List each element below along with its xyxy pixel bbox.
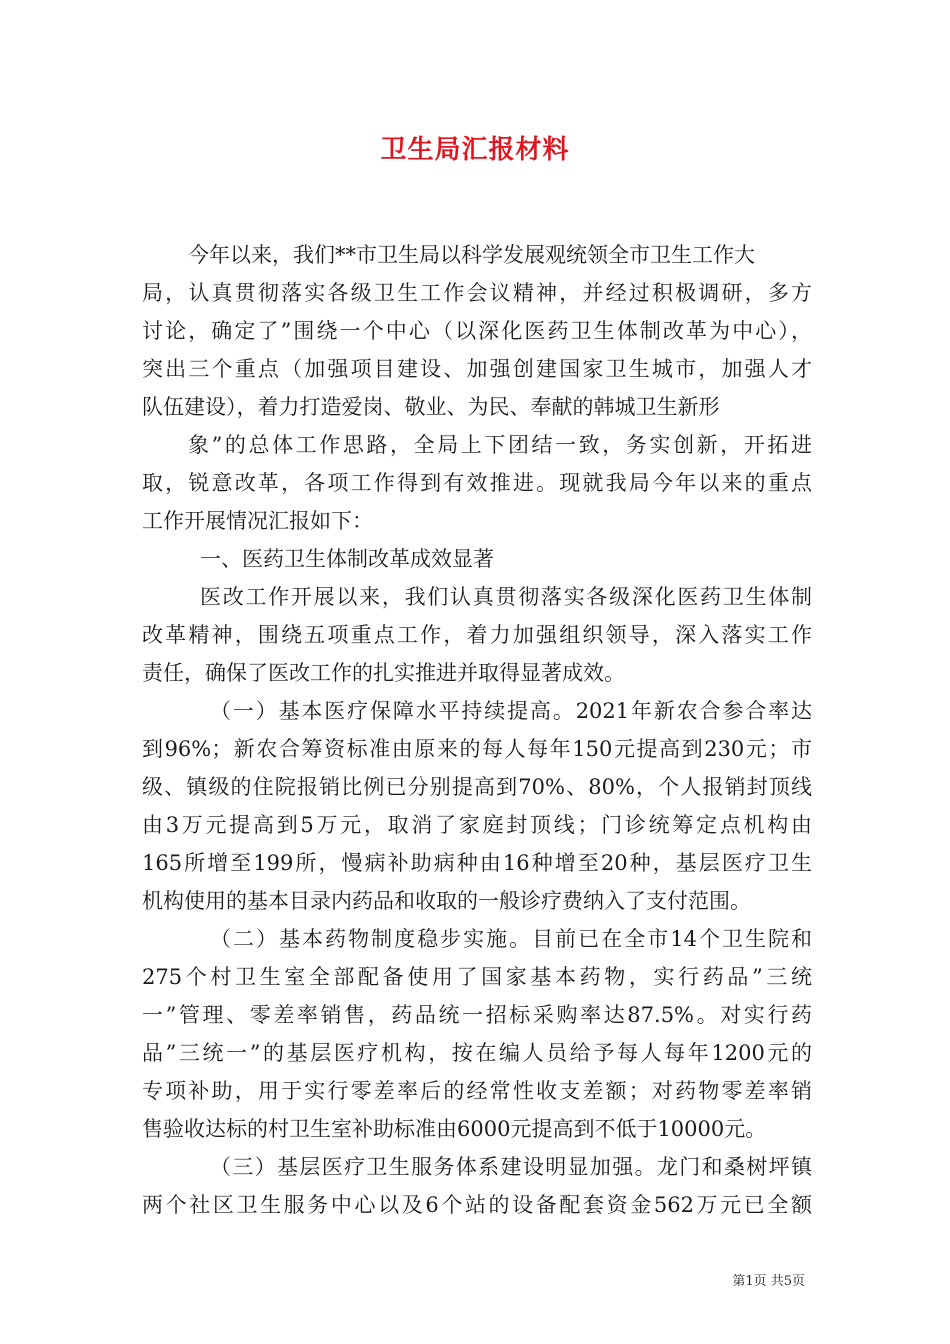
body-line: 今年以来，我们**市卫生局以科学发展观统领全市卫生工作大 (188, 243, 755, 267)
document-title: 卫生局汇报材料 (380, 135, 570, 165)
body-line: 售验收达标的村卫生室补助标准由6000元提高到不低于10000元。 (142, 1117, 767, 1141)
body-line: 讨论，确定了”围绕一个中心（以深化医药卫生体制改革为中心）， (142, 319, 812, 343)
body-line: 改革精神，围绕五项重点工作，着力加强组织领导，深入落实工作 (142, 623, 812, 647)
body-line: 医改工作开展以来，我们认真贯彻落实各级深化医药卫生体制 (200, 585, 812, 609)
body-line: 队伍建设），着力打造爱岗、敬业、为民、奉献的韩城卫生新形 (142, 395, 720, 419)
body-line: （三）基层医疗卫生服务体系建设明显加强。龙门和桑树坪镇 (210, 1155, 812, 1179)
body-line: 象”的总体工作思路，全局上下团结一致，务实创新，开拓进 (188, 433, 812, 457)
body-line: 工作开展情况汇报如下： (142, 509, 373, 533)
body-line: 级、镇级的住院报销比例已分别提高到70%、80%，个人报销封顶线 (142, 775, 812, 799)
body-line: 机构使用的基本目录内药品和收取的一般诊疗费纳入了支付范围。 (142, 889, 751, 913)
body-line: 由3万元提高到5万元，取消了家庭封顶线；门诊统筹定点机构由 (142, 813, 812, 837)
body-line: 品”三统一”的基层医疗机构，按在编人员给予每人每年1200元的 (142, 1041, 812, 1065)
body-line: 专项补助，用于实行零差率后的经常性收支差额；对药物零差率销 (142, 1079, 812, 1103)
body-line: 责任，确保了医改工作的扎实推进并取得显著成效。 (142, 661, 625, 685)
body-line: 165所增至199所，慢病补助病种由16种增至20种，基层医疗卫生 (142, 851, 812, 875)
body-line: 取，锐意改革，各项工作得到有效推进。现就我局今年以来的重点 (142, 471, 812, 495)
body-line: 一”管理、零差率销售，药品统一招标采购率达87.5%。对实行药 (142, 1003, 812, 1027)
body-line: 突出三个重点（加强项目建设、加强创建国家卫生城市，加强人才 (142, 357, 812, 381)
body-line: 275个村卫生室全部配备使用了国家基本药物，实行药品”三统 (142, 965, 812, 989)
page-number: 第1页 共5页 (732, 1274, 805, 1289)
body-line: 两个社区卫生服务中心以及6个站的设备配套资金562万元已全额 (142, 1193, 812, 1217)
body-line: （一）基本医疗保障水平持续提高。2021年新农合参合率达 (210, 699, 812, 723)
body-line: 局，认真贯彻落实各级卫生工作会议精神，并经过积极调研，多方 (142, 281, 812, 305)
section-heading: 一、医药卫生体制改革成效显著 (200, 547, 494, 571)
body-line: （二）基本药物制度稳步实施。目前已在全市14个卫生院和 (210, 927, 812, 951)
body-line: 到96%；新农合筹资标准由原来的每人每年150元提高到230元；市 (142, 737, 812, 761)
